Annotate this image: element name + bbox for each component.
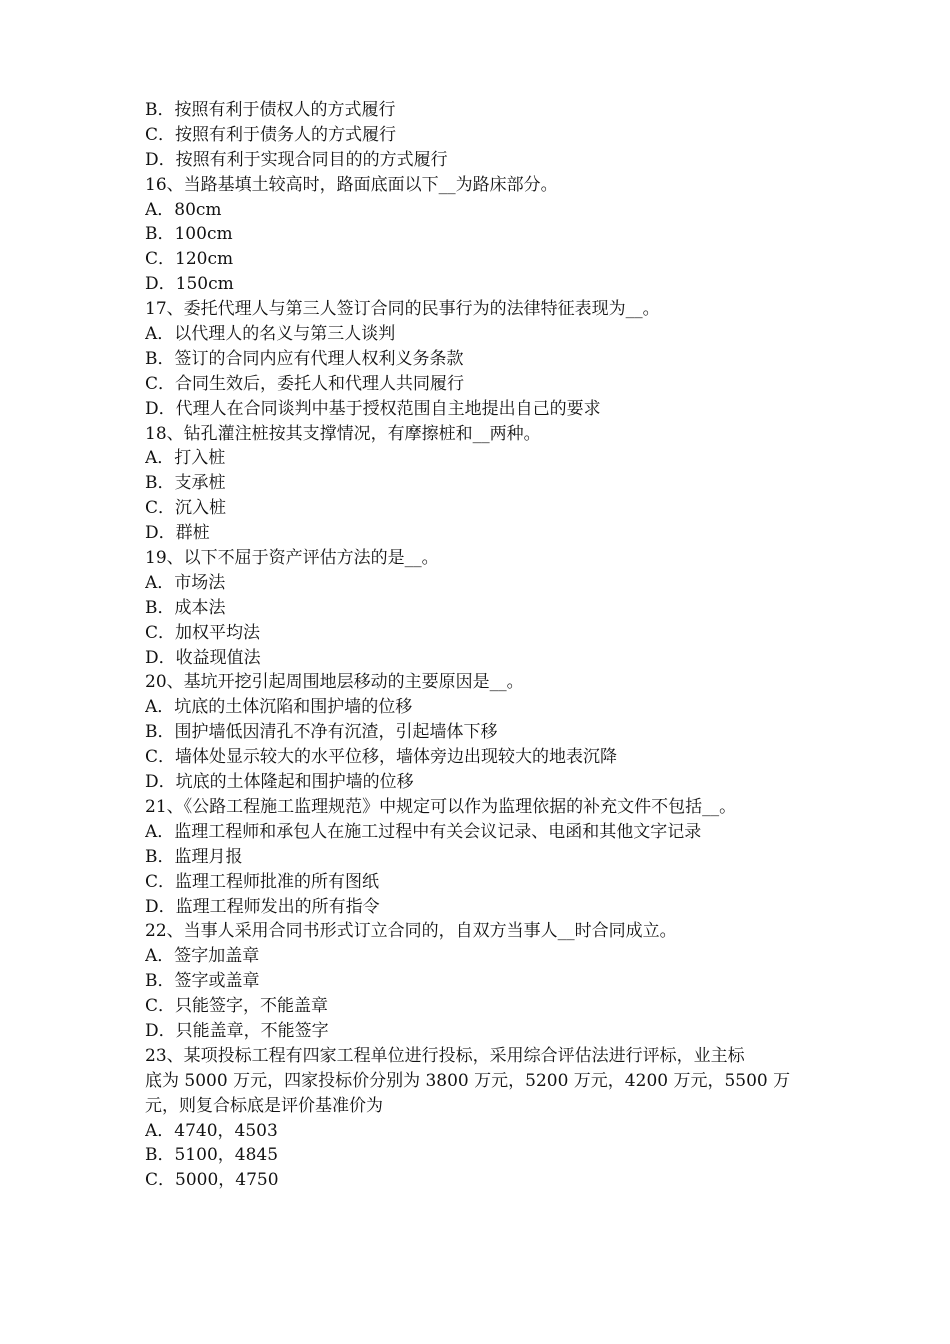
option-line: B．按照有利于债权人的方式履行: [145, 100, 396, 120]
question-line: 17、委托代理人与第三人签订合同的民事行为的法律特征表现为__。: [145, 299, 660, 320]
option-line: D．150cm: [145, 274, 234, 295]
option-line: A．监理工程师和承包人在施工过程中有关会议记录、电函和其他文字记录: [145, 821, 702, 842]
question-line: 19、以下不屈于资产评估方法的是__。: [145, 548, 439, 569]
option-line: C．监理工程师批准的所有图纸: [145, 871, 380, 892]
option-line: C．墙体处显示较大的水平位移，墙体旁边出现较大的地表沉降: [145, 747, 618, 768]
option-line: B．签字或盖章: [145, 971, 260, 992]
question-line: 18、钻孔灌注桩按其支撑情况，有摩擦桩和__两种。: [145, 423, 541, 444]
option-line: C．按照有利于债务人的方式履行: [145, 124, 397, 145]
option-line: C．120cm: [145, 249, 234, 270]
option-line: B．100cm: [145, 224, 233, 245]
option-line: B．支承桩: [145, 473, 226, 494]
question-line: 元，则复合标底是评价基准价为: [145, 1095, 383, 1116]
option-line: A．坑底的土体沉陷和围护墙的位移: [145, 697, 413, 718]
question-line: 底为 5000 万元，四家投标价分别为 3800 万元，5200 万元，4200 万元，5500 万: [145, 1070, 791, 1091]
option-line: A．4740，4503: [145, 1120, 278, 1141]
option-line: C．合同生效后，委托人和代理人共同履行: [145, 373, 465, 394]
option-line: C．沉入桩: [145, 498, 227, 519]
option-line: C．5000，4750: [145, 1170, 279, 1191]
option-line: D．监理工程师发出的所有指令: [145, 896, 380, 917]
option-line: B．5100，4845: [145, 1145, 279, 1166]
option-line: D．按照有利于实现合同目的的方式履行: [145, 149, 448, 170]
question-line: 22、当事人采用合同书形式订立合同的，自双方当事人__时合同成立。: [145, 921, 677, 942]
option-line: A．80cm: [145, 199, 222, 220]
question-line: 16、当路基填土较高时，路面底面以下__为路床部分。: [145, 174, 558, 195]
option-line: D．群桩: [145, 523, 210, 544]
option-line: D．代理人在合同谈判中基于授权范围自主地提出自己的要求: [145, 398, 601, 419]
option-line: A．签字加盖章: [145, 946, 260, 967]
question-line: 20、基坑开挖引起周围地层移动的主要原因是__。: [145, 672, 524, 693]
option-line: B．监理月报: [145, 846, 243, 867]
option-line: A．市场法: [145, 572, 226, 593]
question-line: 23、某项投标工程有四家工程单位进行投标，采用综合评估法进行评标，业主标: [145, 1045, 745, 1066]
option-line: D．收益现值法: [145, 647, 261, 668]
option-line: C．加权平均法: [145, 622, 261, 643]
document-page: [145, 98, 815, 1193]
option-line: B．围护墙低因清孔不净有沉渣，引起墙体下移: [145, 722, 498, 743]
question-line: 21、《公路工程施工监理规范》中规定可以作为监理依据的补充文件不包括__。: [145, 796, 737, 817]
option-line: D．坑底的土体隆起和围护墙的位移: [145, 772, 414, 793]
option-line: B．签订的合同内应有代理人权利义务条款: [145, 348, 464, 369]
option-line: D．只能盖章，不能签字: [145, 1020, 329, 1041]
option-line: A．打入桩: [145, 448, 226, 469]
option-line: A．以代理人的名义与第三人谈判: [145, 324, 396, 345]
option-line: B．成本法: [145, 597, 226, 618]
option-line: C．只能签字，不能盖章: [145, 996, 329, 1017]
